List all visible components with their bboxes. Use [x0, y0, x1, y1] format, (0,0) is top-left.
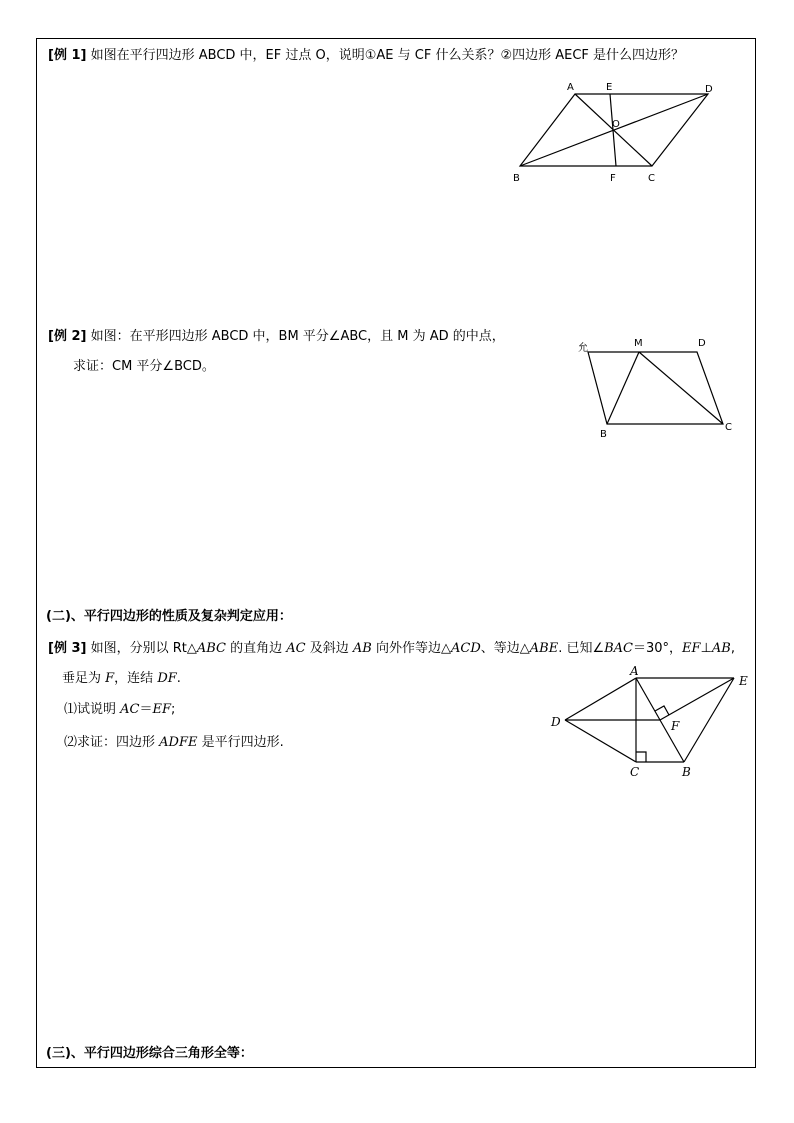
ex3-var: AB: [711, 641, 731, 656]
example-1-tag: [例 1]: [48, 48, 87, 63]
ex1-label-c: C: [648, 173, 655, 184]
ex3-text: ⊥: [700, 641, 712, 656]
ex3-text: ＝: [139, 702, 153, 717]
ex2-label-c: C: [725, 422, 732, 433]
ex3-text: ，连结: [114, 671, 158, 686]
ex1-label-o: O: [612, 119, 620, 130]
example-2-line-2: 求证：CM 平分∠BCD。: [73, 359, 215, 374]
ex1-label-e: E: [606, 82, 613, 93]
ex3-text: 向外作等边△: [371, 641, 451, 656]
ex3-label-d: D: [551, 715, 561, 729]
ex3-var: ABE: [529, 641, 559, 656]
ex3-text: ＝30°，: [633, 641, 683, 656]
ex3-var: BAC: [604, 641, 633, 656]
ex1-label-f: F: [610, 173, 616, 184]
example-1-text: 如图在平行四边形 ABCD 中，EF 过点 O，说明①AE 与 CF 什么关系？②四边形 AECF 是什么四边形？: [90, 48, 685, 63]
example-3-tag: [例 3]: [48, 641, 87, 656]
ex3-text: 是平行四边形.: [197, 735, 284, 750]
ex3-text: 及斜边: [305, 641, 353, 656]
ex3-var: AB: [352, 641, 372, 656]
ex3-text: .: [176, 671, 181, 686]
ex3-label-a: A: [630, 664, 639, 678]
ex3-var: AC: [286, 641, 306, 656]
section-3-title: (三)、平行四边形综合三角形全等：: [46, 1046, 253, 1061]
ex3-segment-eb: [684, 678, 734, 762]
ex2-label-b: B: [600, 429, 607, 440]
ex1-label-a: A: [567, 82, 574, 93]
ex2-label-d: D: [698, 338, 706, 349]
ex3-var: ACD: [450, 641, 481, 656]
ex2-label-m: M: [634, 338, 643, 349]
ex1-label-b: B: [513, 173, 520, 184]
ex3-var: EF: [682, 641, 701, 656]
ex3-label-c: C: [630, 765, 640, 779]
ex3-right-angle-c: [636, 752, 646, 762]
ex3-var: AC: [120, 702, 140, 717]
ex3-segment-da: [565, 678, 636, 720]
ex3-text: 垂足为: [62, 671, 106, 686]
ex1-label-d: D: [705, 84, 713, 95]
ex3-var: ADFE: [159, 735, 198, 750]
section-2-title: (二)、平行四边形的性质及复杂判定应用：: [46, 609, 292, 624]
ex3-var: ABC: [196, 641, 227, 656]
ex3-text: 、等边△: [480, 641, 530, 656]
ex3-text: ⑵求证：四边形: [64, 735, 160, 750]
ex3-text: . 已知∠: [558, 641, 605, 656]
ex3-text: ⑴试说明: [64, 702, 121, 717]
example-2-text: 如图：在平形四边形 ABCD 中，BM 平分∠ABC，且 M 为 AD 的中点，: [90, 329, 505, 344]
ex3-var: EF: [152, 702, 172, 717]
ex3-var: DF: [157, 671, 177, 686]
ex3-label-e: E: [739, 674, 748, 688]
ex3-text: 如图，分别以 Rt△: [90, 641, 197, 656]
ex3-segment-ef: [660, 678, 734, 720]
example-2-tag: [例 2]: [48, 329, 87, 344]
ex3-segment-dc: [565, 720, 636, 762]
ex2-label-a: 允: [578, 343, 588, 354]
ex3-text: ;: [171, 702, 176, 717]
ex3-var: F: [105, 671, 115, 686]
ex3-label-b: B: [682, 765, 691, 779]
ex3-text: ,: [730, 641, 735, 656]
ex3-label-f: F: [671, 719, 680, 733]
ex3-right-angle-f: [655, 706, 669, 715]
ex3-text: 的直角边: [226, 641, 287, 656]
